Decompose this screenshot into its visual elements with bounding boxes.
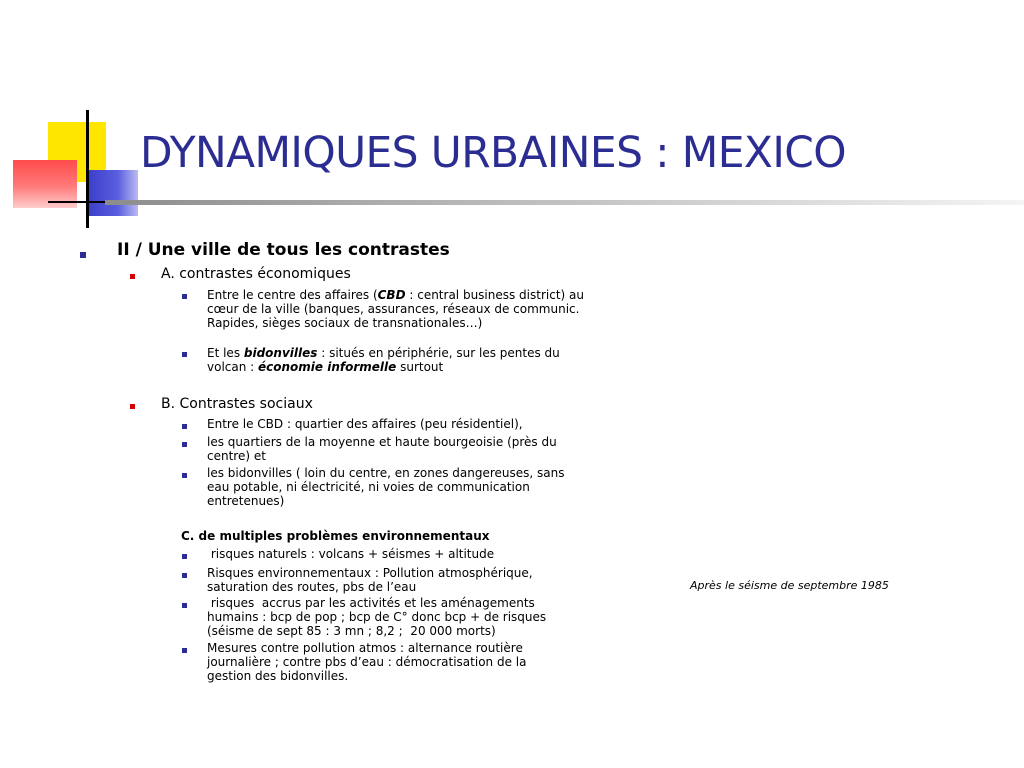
square-bullet-icon (130, 404, 135, 409)
list-item: Risques environnementaux : Pollution atmosphérique, saturation des routes, pbs de l’eau (207, 566, 533, 594)
square-bullet-icon (182, 573, 187, 578)
square-bullet-icon (182, 648, 187, 653)
square-bullet-icon (182, 554, 187, 559)
square-bullet-icon (182, 603, 187, 608)
title-underline-rule (105, 200, 1024, 205)
subsection-c-heading: C. de multiples problèmes environnementaux (181, 529, 490, 543)
photo-caption: Après le séisme de septembre 1985 (690, 579, 889, 592)
list-item: les quartiers de la moyenne et haute bourgeoisie (près du centre) et (207, 435, 557, 463)
list-item-bidonvilles: Et les bidonvilles : situés en périphérie, sur les pentes du volcan : économie informelle surtout (207, 346, 560, 374)
section-heading: II / Une ville de tous les contrastes (117, 240, 450, 260)
square-bullet-icon (182, 473, 187, 478)
list-item: Mesures contre pollution atmos : alternance routière journalière ; contre pbs d’eau : démocratisation de la gestion des bidonvilles. (207, 641, 527, 683)
logo-vertical-line (86, 110, 89, 228)
logo-horizontal-line (48, 201, 110, 203)
subsection-b-heading: B. Contrastes sociaux (161, 396, 313, 412)
square-bullet-icon (182, 424, 187, 429)
term-bidonvilles: bidonvilles (243, 346, 318, 360)
subsection-a-heading: A. contrastes économiques (161, 266, 351, 282)
logo-blue-square (88, 170, 138, 216)
slide-title: DYNAMIQUES URBAINES : MEXICO (140, 128, 846, 178)
square-bullet-icon (182, 352, 187, 357)
list-item: les bidonvilles ( loin du centre, en zones dangereuses, sans eau potable, ni électricité, ni voies de communication entretenues) (207, 466, 565, 508)
list-item: risques naturels : volcans + séismes + altitude (207, 547, 495, 561)
square-bullet-icon (80, 252, 86, 258)
list-item: Entre le CBD : quartier des affaires (peu résidentiel), (207, 417, 523, 431)
term-cbd: CBD (377, 288, 406, 302)
list-item: risques accrus par les activités et les aménagements humains : bcp de pop ; bcp de C° donc bcp + de risques (séisme de sept 85 : 3 mn ; 8,2 ; 20 000 morts) (207, 596, 550, 638)
square-bullet-icon (130, 274, 135, 279)
list-item-cbd: Entre le centre des affaires (CBD : central business district) au cœur de la ville (banques, assurances, réseaux de communic. Rapides, sièges sociaux de transnationales…) (207, 288, 584, 330)
term-economie-informelle: économie informelle (258, 360, 397, 374)
square-bullet-icon (182, 294, 187, 299)
square-bullet-icon (182, 442, 187, 447)
